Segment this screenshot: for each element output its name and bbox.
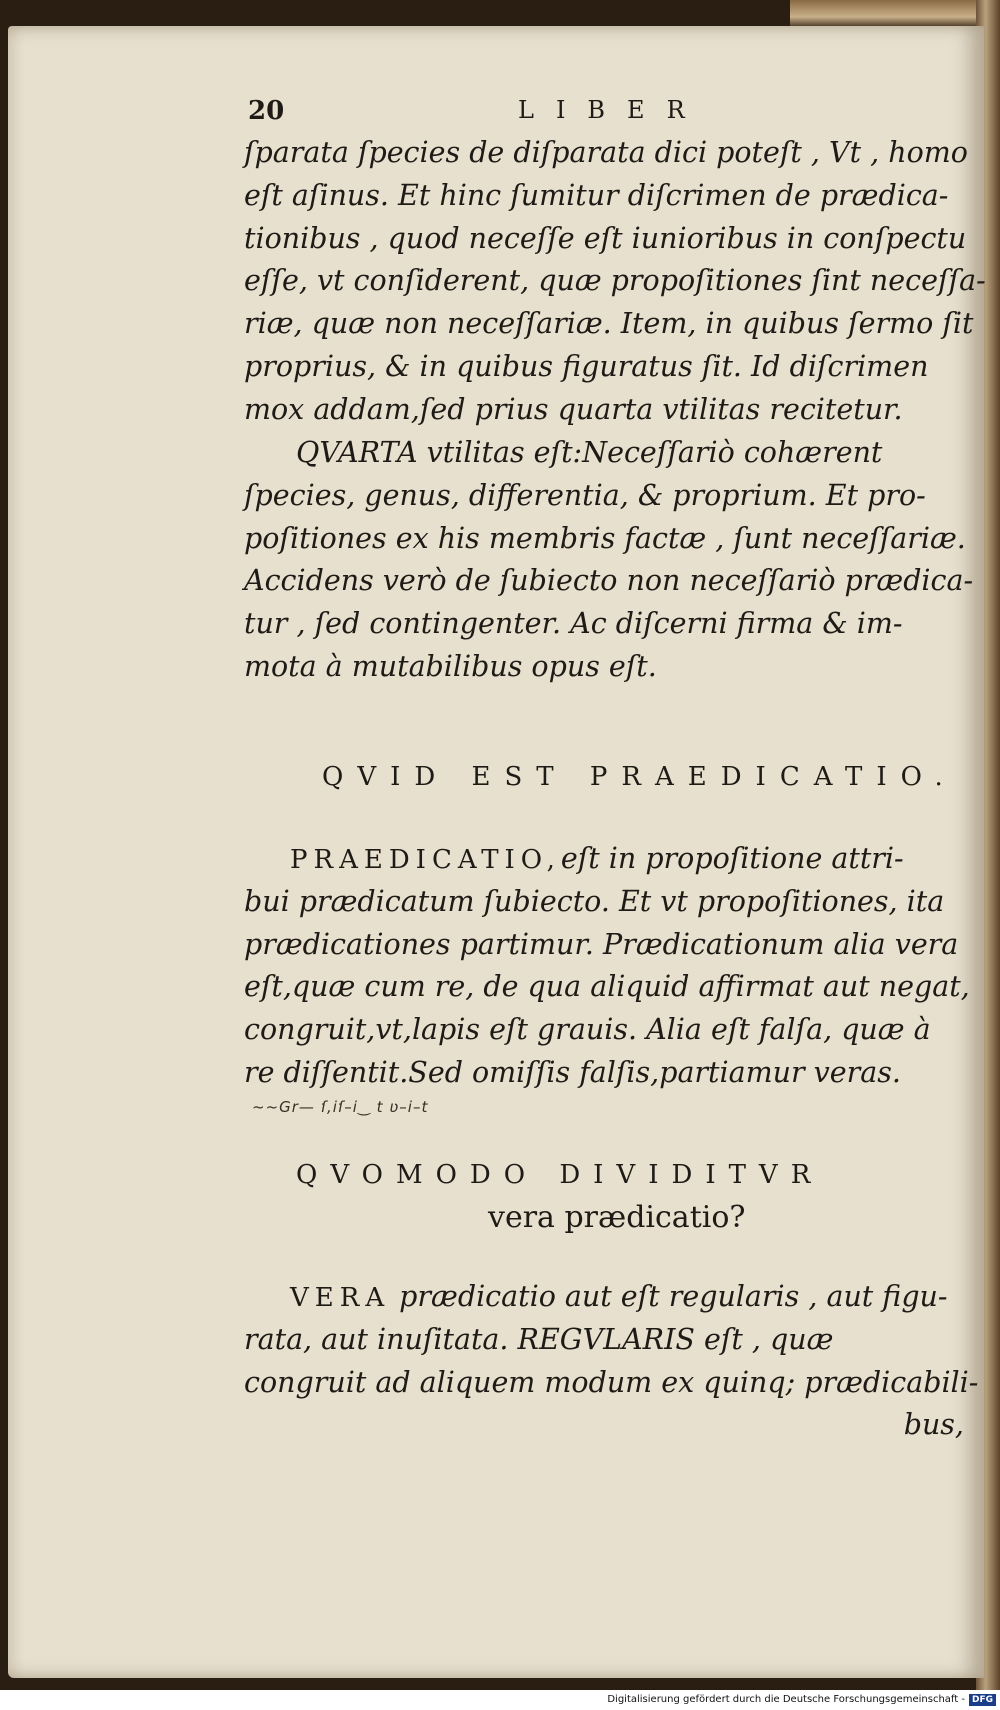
text-line: prædicationes partimur. Prædicationum alia vera xyxy=(244,927,959,961)
text-line: riæ, quæ non neceſſariæ. Item, in quibus ſermo ſit xyxy=(244,307,974,341)
text-line: tionibus , quod neceſſe eſt iunioribus in conſpectu xyxy=(244,221,967,255)
section-heading-subline: vera prædicatio? xyxy=(488,1200,746,1235)
text-line: bus, xyxy=(903,1408,964,1442)
dfg-logo-icon: DFG xyxy=(969,1694,996,1706)
paragraph-3 xyxy=(244,838,984,1095)
section-heading: QVOMODO DIVIDITVR xyxy=(296,1160,824,1190)
text-run: eſt in propoſitione attri- xyxy=(560,842,904,875)
text-line xyxy=(244,1276,984,1319)
text-run: prædicatio aut eſt regularis , aut figu- xyxy=(390,1280,948,1313)
text-line: mota à mutabilibus opus eſt. xyxy=(244,649,657,683)
footer-credit-text: Digitalisierung gefördert durch die Deutsche Forschungsgemeinschaft - xyxy=(607,1694,965,1705)
paragraph-lead: QVARTA xyxy=(296,436,418,469)
section-heading: QVID EST PRAEDICATIO. xyxy=(322,762,957,792)
text-line: congruit,vt,lapis eſt grauis. Alia eſt falſa, quæ à xyxy=(244,1013,931,1047)
text-line: ſparata ſpecies de diſparata dici poteſt , Vt , homo xyxy=(244,136,968,169)
paragraph-lead: VERA xyxy=(290,1283,391,1313)
page-number: 20 xyxy=(248,96,285,126)
handwritten-annotation: ~~Gr— ſ,iſ–i‿ t ʋ–i–t xyxy=(252,1098,429,1116)
text-line: tur , ſed contingenter. Ac diſcerni firma & im- xyxy=(244,607,903,641)
text-line: ſpecies, genus, differentia, & proprium. Et pro- xyxy=(244,478,926,512)
text-line: eſt,quæ cum re, de qua aliquid affirmat aut negat, xyxy=(244,970,970,1004)
text-line: mox addam,ſed prius quarta vtilitas recitetur. xyxy=(244,392,903,426)
text-line: re diſſentit.Sed omiſſis falſis,partiamur veras. xyxy=(244,1055,901,1089)
text-line: poſitiones ex his membris factæ , ſunt neceſſariæ. xyxy=(244,521,966,555)
text-line xyxy=(244,432,984,475)
running-head: LIBER xyxy=(518,96,707,124)
footer-credit-bar xyxy=(0,1690,1000,1710)
text-line: proprius, & in quibus figuratus ſit. Id diſcrimen xyxy=(244,349,929,383)
text-line: rata, aut inuſitata. REGVLARIS eſt , quæ xyxy=(244,1322,834,1356)
paragraph-4 xyxy=(244,1276,984,1447)
book-top-edge xyxy=(790,0,1000,28)
text-line: eſt aſinus. Et hinc ſumitur diſcrimen de prædica- xyxy=(244,178,949,212)
text-line: bui prædicatum ſubiecto. Et vt propoſitiones, ita xyxy=(244,884,945,918)
text-line: eſſe, vt conſiderent, quæ propoſitiones ſint neceſſa- xyxy=(244,264,986,298)
paragraph-1 xyxy=(244,132,984,432)
text-run: vtilitas eſt:Neceſſariò cohærent xyxy=(417,436,883,469)
text-line xyxy=(244,838,984,881)
paragraph-lead: PRAEDICATIO, xyxy=(290,845,561,875)
text-line: Accidens verò de ſubiecto non neceſſariò prædica- xyxy=(244,564,974,598)
paragraph-2 xyxy=(244,432,984,689)
text-line: congruit ad aliquem modum ex quinq; prædicabili- xyxy=(244,1365,979,1399)
